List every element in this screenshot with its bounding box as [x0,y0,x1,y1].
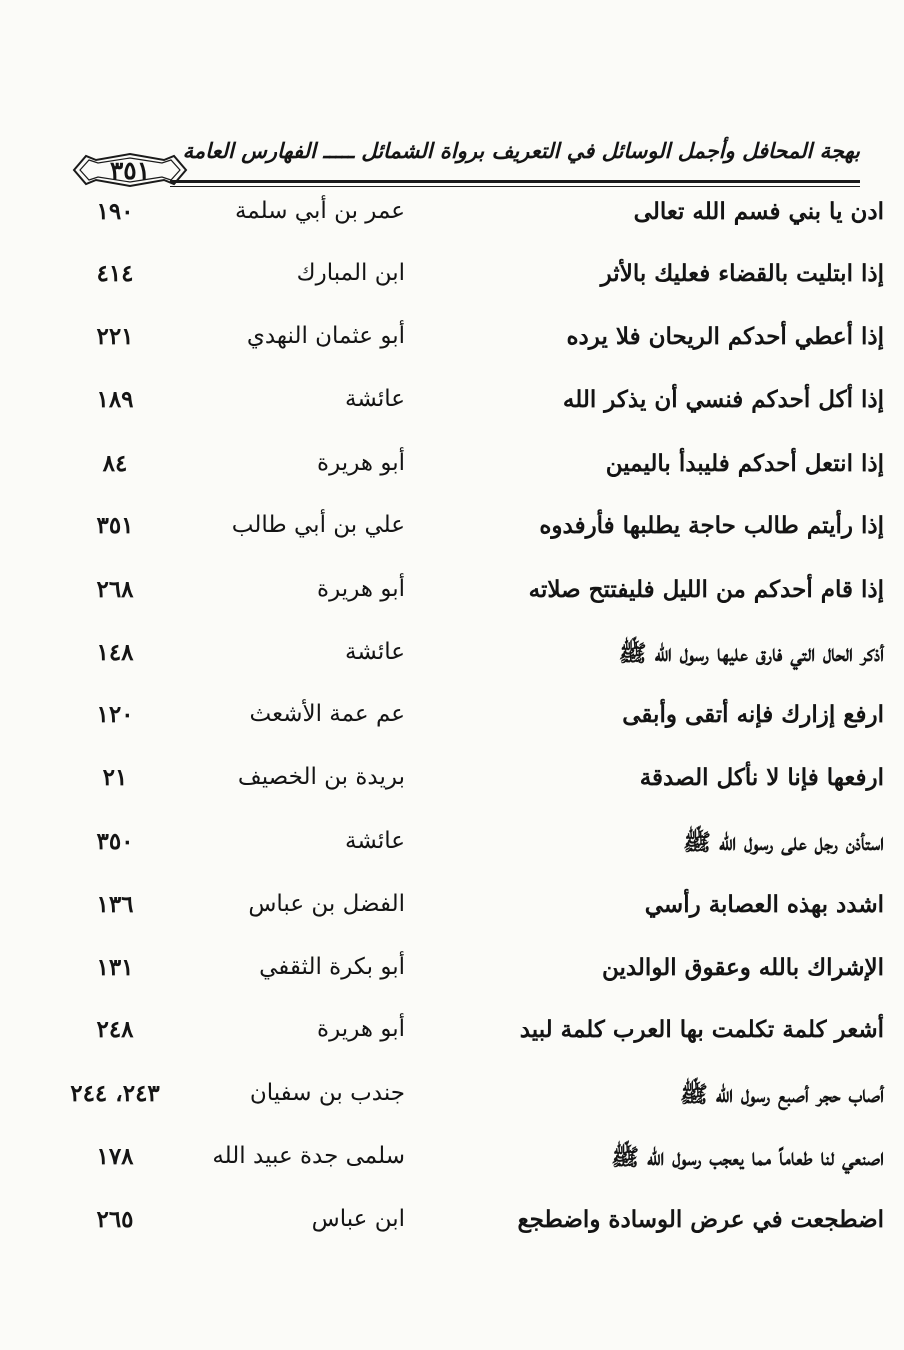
page-ref: ١٨٩ [96,386,134,413]
page-ref: ٢٤٣، ٢٤٤ [70,1080,160,1107]
hadith-text: اشدد بهذه العصابة رأسي [644,891,884,918]
narrator: سلمى جدة عبيد الله [212,1143,405,1169]
running-header [70,128,860,192]
hadith-text: إذا ابتليت بالقضاء فعليك بالأثر [600,260,884,287]
narrator: أبو هريرة [317,450,405,476]
narrator: أبو عثمان النهدي [246,323,405,349]
hadith-text: إذا قام أحدكم من الليل فليفتتح صلاته [528,576,884,603]
page-ref: ٢٦٥ [96,1206,134,1233]
narrator: بريدة بن الخصيف [237,764,405,790]
page-ref: ١٤٨ [96,639,134,666]
hadith-text: أشعر كلمة تكلمت بها العرب كلمة لبيد [519,1016,884,1043]
page-number: ٣٥١ [109,156,151,185]
list-item [0,828,904,878]
list-item [0,260,904,310]
narrator: أبو بكرة الثقفي [259,954,405,980]
page-ref: ١٧٨ [96,1143,134,1170]
narrator: الفضل بن عباس [248,891,405,917]
narrator: عائشة [345,828,405,854]
hadith-text: أصاب حجر أصبع رسول الله ﷺ [680,1081,884,1108]
hadith-text: الإشراك بالله وعقوق الوالدين [601,954,884,981]
list-item [0,576,904,626]
hadith-text: إذا انتعل أحدكم فليبدأ باليمين [605,450,884,477]
list-item [0,639,904,689]
list-item [0,1080,904,1130]
narrator: جندب بن سفيان [249,1080,405,1106]
page-ref: ١٢٠ [96,701,134,728]
list-item [0,386,904,436]
list-item [0,1016,904,1066]
page-ref: ٢٢١ [96,323,134,350]
hadith-text: إذا رأيتم طالب حاجة يطلبها فأرفدوه [539,512,884,539]
list-item [0,1206,904,1256]
hadith-text: إذا أكل أحدكم فنسي أن يذكر الله [562,386,884,413]
list-item [0,891,904,941]
list-item [0,512,904,562]
narrator: أبو هريرة [317,576,405,602]
narrator: ابن عباس [311,1206,405,1232]
page-ref: ١٣١ [96,954,134,981]
page-ref: ٢١ [102,764,128,791]
page-ref: ١٣٦ [96,891,134,918]
narrator: عائشة [345,386,405,412]
list-item [0,450,904,500]
list-item [0,323,904,373]
list-item [0,954,904,1004]
hadith-text: استأذن رجل على رسول الله ﷺ [683,829,884,856]
narrator: عائشة [345,639,405,665]
narrator: عمر بن أبي سلمة [234,198,405,224]
hadith-text: ارفع إزارك فإنه أتقى وأبقى [622,701,884,728]
hadith-text: ارفعها فإنا لا نأكل الصدقة [639,764,884,791]
narrator: علي بن أبي طالب [231,512,405,538]
header-rule [170,180,860,183]
hadith-text: اصنعي لنا طعاماً مما يعجب رسول الله ﷺ [611,1144,884,1171]
page-ref: ٨٤ [102,450,128,477]
page-ref: ٤١٤ [96,260,134,287]
narrator: أبو هريرة [317,1016,405,1042]
page-ref: ٢٤٨ [96,1016,134,1043]
narrator: عم عمة الأشعث [249,701,405,727]
list-item [0,701,904,751]
header-rule-thin [170,186,860,187]
narrator: ابن المبارك [296,260,405,286]
hadith-text: أذكر الحال التي فارق عليها رسول الله ﷺ [618,640,884,667]
page-ref: ١٩٠ [96,198,134,225]
hadith-text: اضطجعت في عرض الوسادة واضطجع [517,1206,884,1233]
list-item [0,1143,904,1193]
list-item [0,198,904,248]
hadith-text: ادن يا بني فسم الله تعالى [633,198,884,225]
page-ref: ٣٥١ [96,512,134,539]
header-title: بهجة المحافل وأجمل الوسائل في التعريف برواة الشمائل ـــــ الفهارس العامة [182,138,860,163]
page-ref: ٢٦٨ [96,576,134,603]
page-number-badge [70,150,190,190]
hadith-text: إذا أعطي أحدكم الريحان فلا يرده [566,323,884,350]
list-item [0,764,904,814]
page-ref: ٣٥٠ [96,828,134,855]
